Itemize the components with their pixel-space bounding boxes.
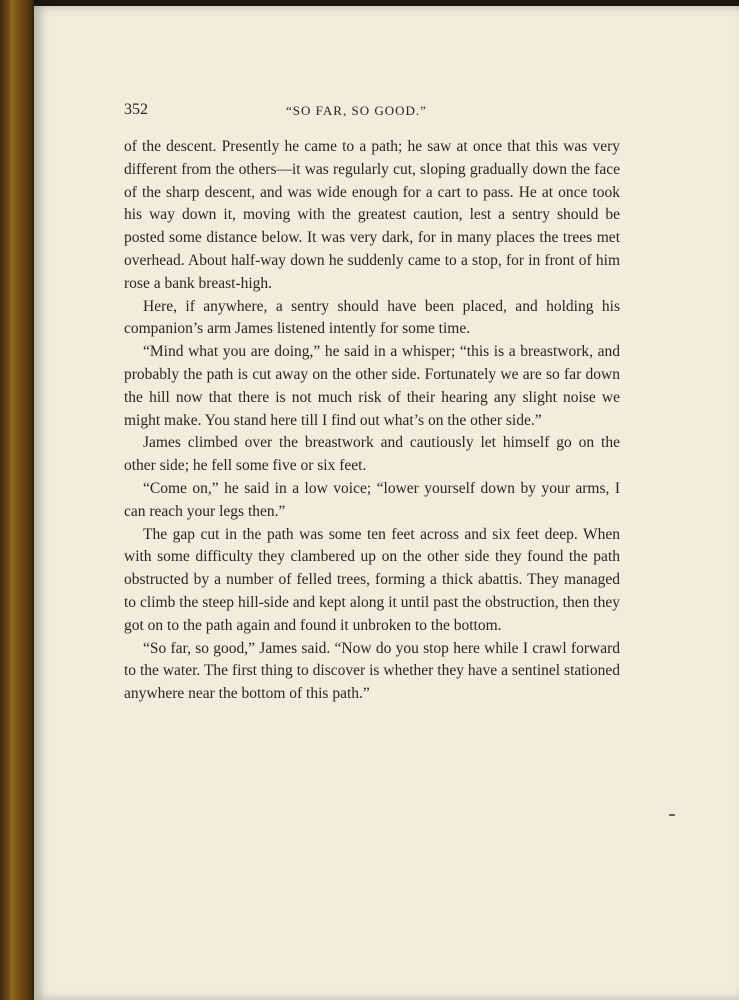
paragraph: James climbed over the breastwork and cautiously let himself go on the other side; he fell some five or six feet. xyxy=(124,434,620,475)
paragraph: “Come on,” he said in a low voice; “lower yourself down by your arms, I can reach your legs then.” xyxy=(124,479,620,520)
page-header xyxy=(124,101,620,125)
paragraph: The gap cut in the path was some ten feet across and six feet deep. When with some difficulty they clambered up on the other side they found the path obstructed by a number of felled trees, forming a thick abattis. They managed to climb the steep hill-side and kept along it until past the obstruction, then they got on to the path again and found it unbroken to the bottom. xyxy=(124,525,620,634)
book-binding xyxy=(0,0,34,1000)
paragraph: of the descent. Presently he came to a path; he saw at once that this was very different from the others—it was regularly cut, sloping gradually down the face of the sharp descent, and was wide enough for a cart to pass. He at once took his way down it, moving with the greatest caution, lest a sentry should be posted some distance below. It was very dark, for in many places the trees met overhead. About half-way down he suddenly came to a stop, for in front of him rose a bank breast-high. xyxy=(124,138,620,292)
paragraph: Here, if anywhere, a sentry should have been placed, and holding his companion’s arm James listened intently for some time. xyxy=(124,297,620,338)
body-text xyxy=(124,136,620,706)
paragraph: “Mind what you are doing,” he said in a whisper; “this is a breastwork, and probably the path is cut away on the other side. Fortunately we are so far down the hill now that there is not much risk of their hearing any slight noise we might make. You stand here till I find out what’s on the other side.” xyxy=(124,343,620,429)
paragraph: “So far, so good,” James said. “Now do you stop here while I crawl forward to the water. The first thing to discover is whether they have a sentinel stationed anywhere near the bottom of this path.” xyxy=(124,639,620,703)
running-head: “SO FAR, SO GOOD.” xyxy=(286,103,427,118)
margin-mark xyxy=(669,814,675,816)
page-number: 352 xyxy=(124,101,148,118)
